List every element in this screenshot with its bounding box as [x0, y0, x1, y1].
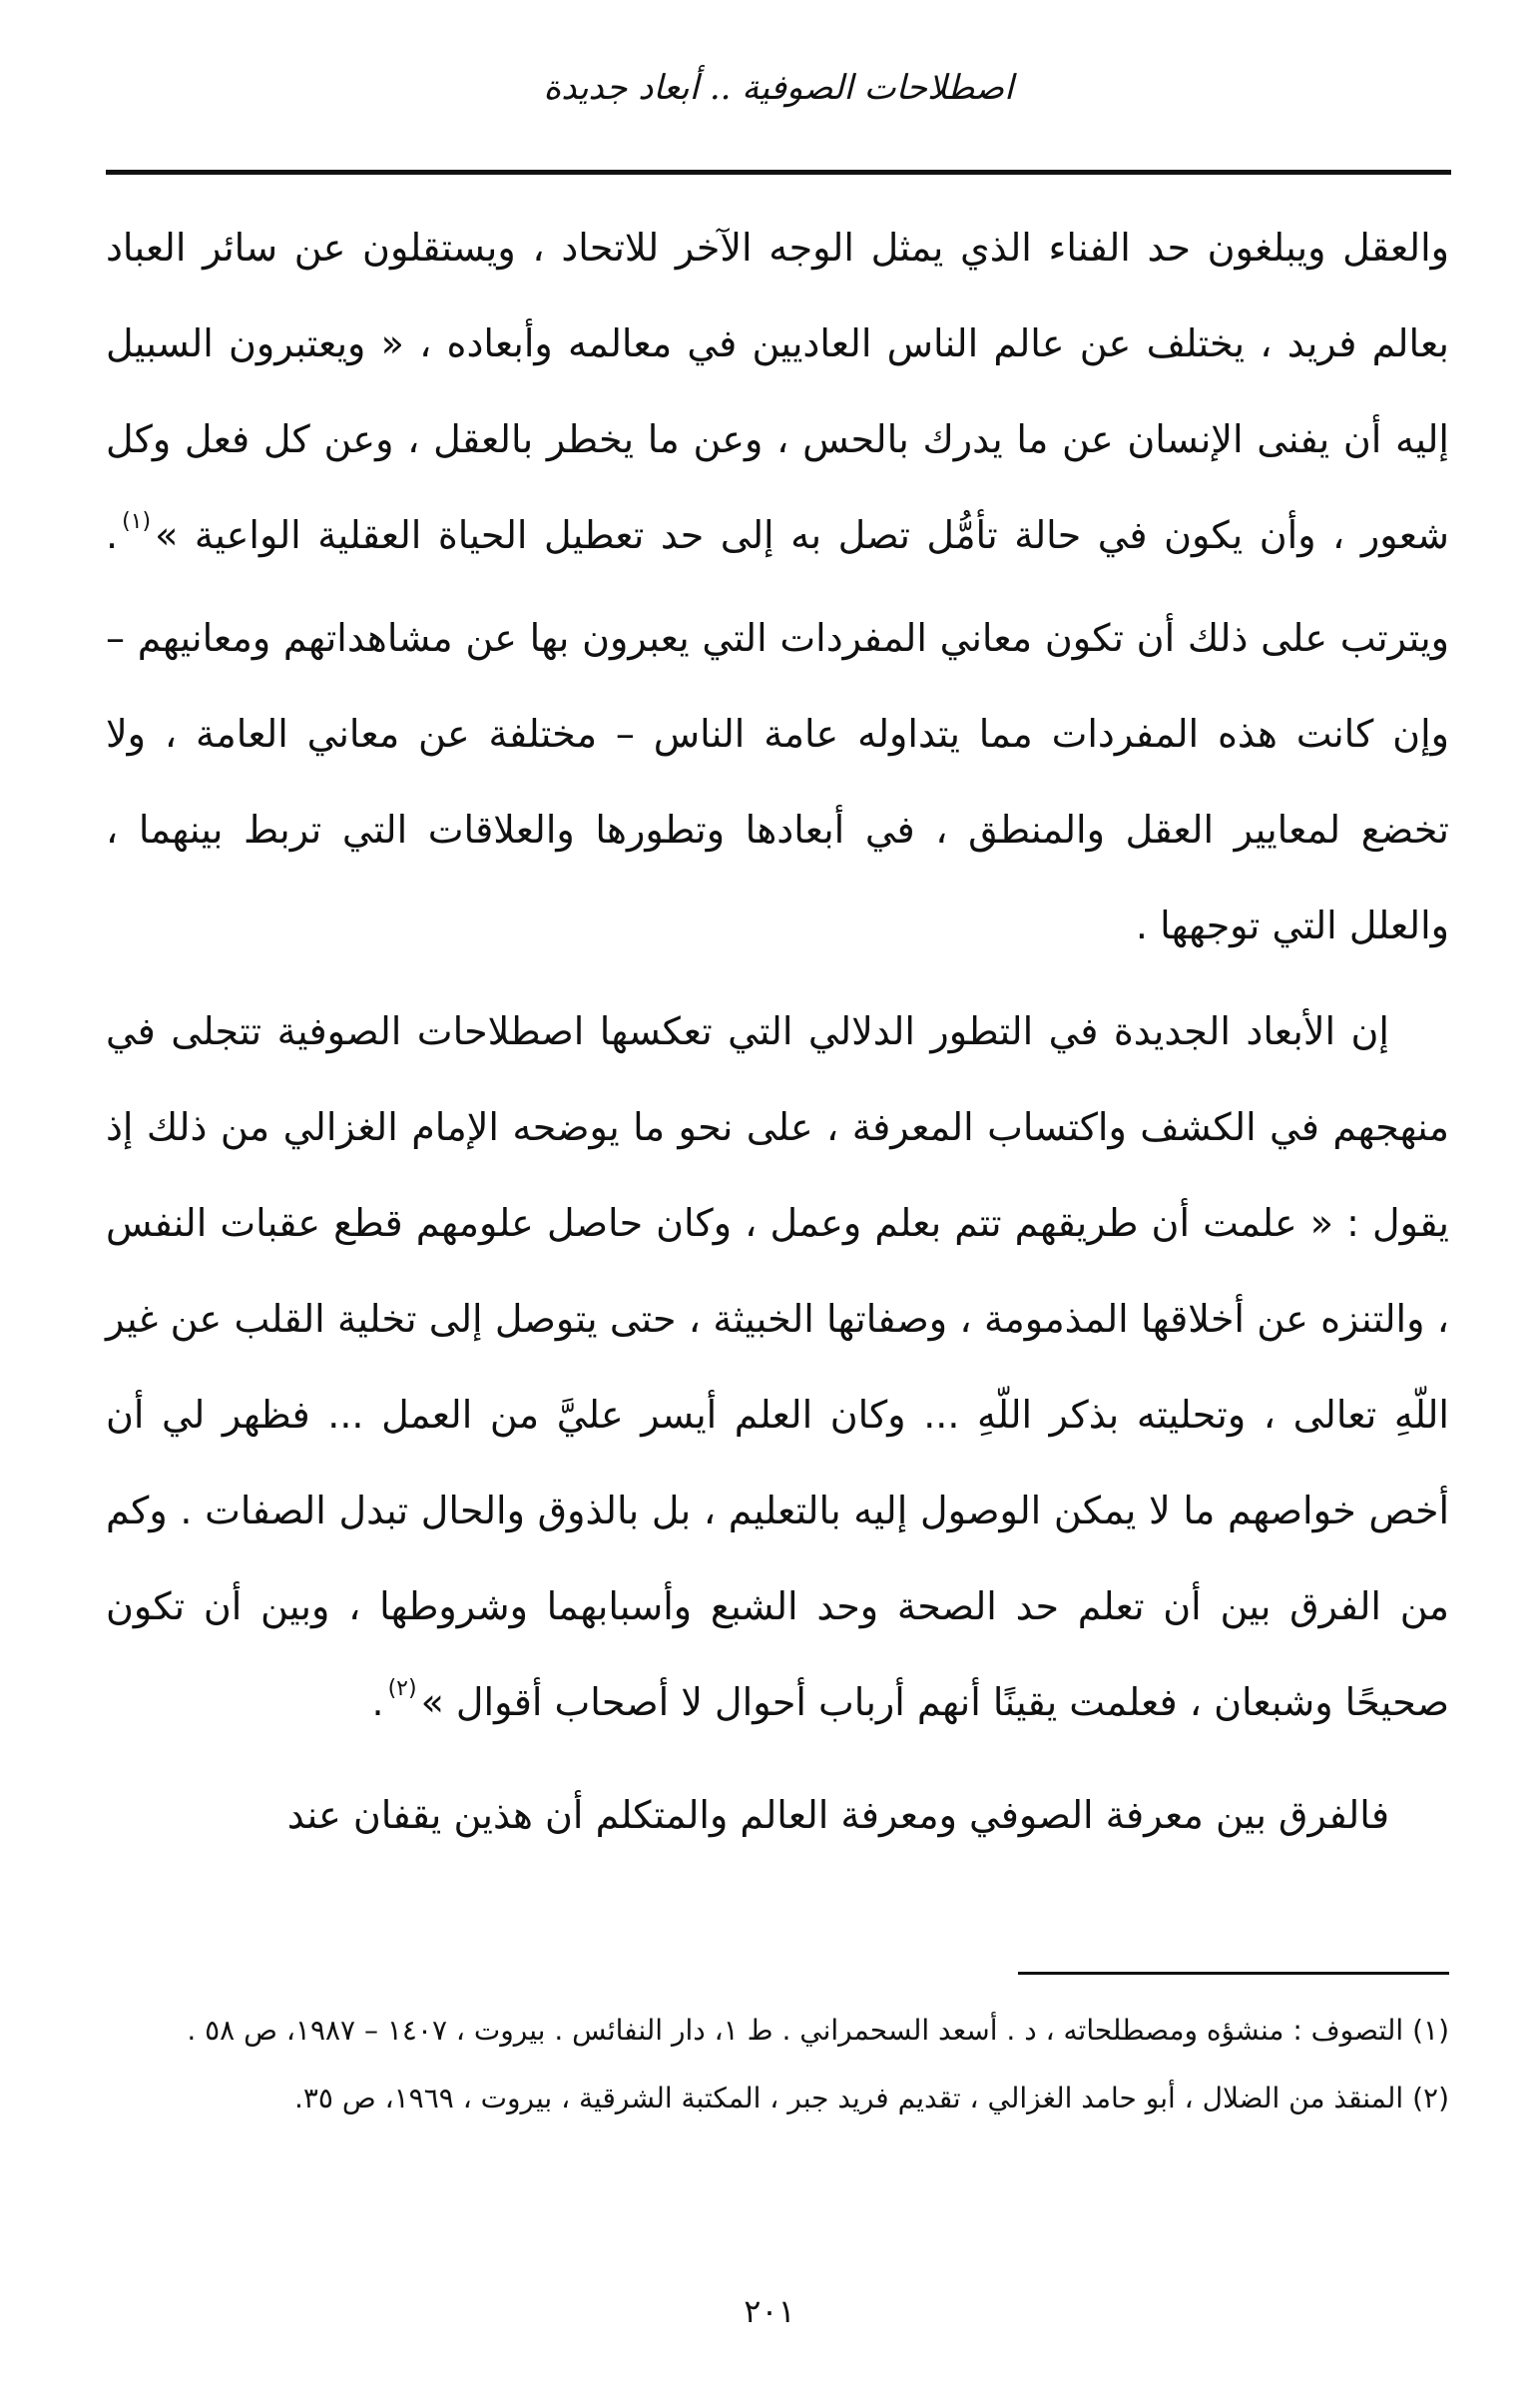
footnotes [106, 1997, 1449, 2132]
paragraph-1 [106, 200, 1449, 973]
paragraph-1-continuation: . ويترتب على ذلك أن تكون معاني المفردات التي يعبرون بها عن مشاهداتهم ومعانيهم – وإن كانت هذه المفردات مما يتداوله عامة الناس – مختلفة عن معاني العامة ، ولا تخضع لمعايير العقل والمنطق ، في أبعادها وتطورها والعلاقات التي تربط بينهما ، والعلل التي توجهها . [106, 513, 1449, 947]
paragraph-3: فالفرق بين معرفة الصوفي ومعرفة العالم والمتكلم أن هذين يقفان عند [286, 1793, 1389, 1837]
header-rule [106, 170, 1451, 175]
footnote-2: (٢) المنقذ من الضلال ، أبو حامد الغزالي ، تقديم فريد جبر ، المكتبة الشرقية ، بيروت ، ١٩٦٩، ص ٣٥. [293, 2082, 1449, 2114]
footnote-rule [1018, 1972, 1449, 1975]
paragraph-2 [106, 983, 1449, 1757]
running-title: اصطلاحات الصوفية .. أبعاد جديدة [543, 68, 1014, 108]
paragraph-2-text: إن الأبعاد الجديدة في التطور الدلالي التي تعكسها اصطلاحات الصوفية تتجلى في منهجهم في الكشف واكتساب المعرفة ، على نحو ما يوضحه الإمام الغزالي من ذلك إذ يقول : « علمت أن طريقهم تتم بعلم وعمل ، وكان حاصل علومهم قطع عقبات النفس ، والتنزه عن أخلاقها المذمومة ، وصفاتها الخبيثة ، حتى يتوصل إلى تخلية القلب عن غير اللّهِ تعالى ، وتحليته بذكر اللّهِ ... وكان العلم أيسر عليَّ من العمل ... فظهر لي أن أخص خواصهم ما لا يمكن الوصول إليه بالتعليم ، بل بالذوق والحال تبدل الصفات . وكم من الفرق بين أن تعلم حد الصحة وحد الشبع وأسبابهما وشروطها ، وبين أن تكون صحيحًا وشبعان ، فعلمت يقينًا أنهم أرباب أحوال لا أصحاب أقوال » [106, 1009, 1449, 1724]
footnote-1: (١) التصوف : منشؤه ومصطلحاته ، د . أسعد السحمراني . ط ١، دار النفائس . بيروت ، ١٤٠٧ – ١٩٨٧، ص ٥٨ . [187, 2014, 1449, 2047]
footnote-ref-2: (٢) [387, 1676, 417, 1701]
footnote-ref-1: (١) [122, 509, 152, 534]
paragraph-2-end: . [371, 1680, 384, 1724]
page-number: ٢٠١ [744, 2292, 795, 2330]
body-text [106, 200, 1449, 1863]
paragraph-1-text: والعقل ويبلغون حد الفناء الذي يمثل الوجه الآخر للاتحاد ، ويستقلون عن سائر العباد بعالم فريد ، يختلف عن عالم الناس العاديين في معالمه وأبعاده ، « ويعتبرون السبيل إليه أن يفنى الإنسان عن ما يدرك بالحس ، وعن ما يخطر بالعقل ، وعن كل فعل وكل شعور ، وأن يكون في حالة تأمُّل تصل به إلى حد تعطيل الحياة العقلية الواعية » [106, 226, 1449, 557]
